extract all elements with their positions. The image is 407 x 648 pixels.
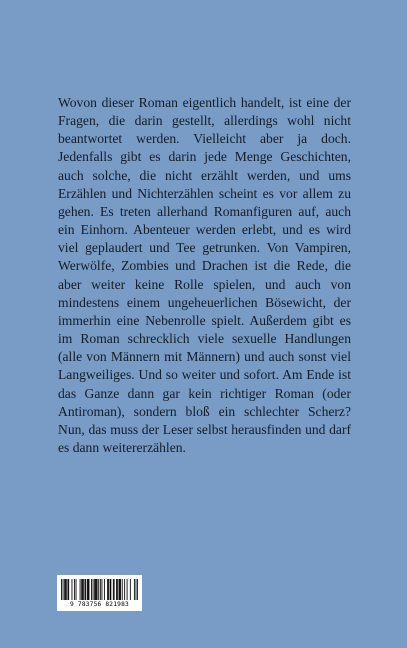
barcode-bar	[108, 579, 109, 600]
barcode-bar	[85, 579, 86, 600]
barcode-bar	[83, 579, 84, 600]
barcode-bar	[104, 579, 105, 600]
barcode-bar	[134, 579, 135, 600]
barcode-bar	[127, 579, 128, 600]
blurb-paragraph: Wovon dieser Roman eigentlich handelt, ist eine der Fragen, die darin gestellt, allerdings wohl nicht beantwortet werden. Vielleicht aber ja doch. Jedenfalls gibt es darin jede Menge Geschichten, auch solche, die nicht erzählt werden, und ums Erzählen und Nichterzählen scheint es vor allem zu gehen. Es treten allerhand Romanfiguren auf, auch ein Einhorn. Abenteuer werden erlebt, und es wird viel geplaudert und Tee getrunken. Von Vampiren, Werwölfe, Zombies und Drachen ist die Rede, die aber weiter keine Rolle spielen, und auch von mindestens einem ungeheuerlichen Bösewicht, der immerhin eine Nebenrolle spielt. Außerdem gibt es im Roman schrecklich viele sexuelle Handlungen (alle von Männern mit Männern) und auch sonst viel Langweiliges. Und so weiter und sofort. Am Ende ist das Ganze dann gar kein richtiger Roman (oder Antiroman), sondern bloß ein schlechter Scherz? Nun, das muss der Leser selbst herausfinden und darf es dann weitererzählen.	[58, 95, 351, 455]
barcode-bar	[130, 579, 131, 600]
barcode-bar	[93, 579, 94, 600]
barcode-bar	[116, 579, 117, 600]
barcode-bar	[61, 579, 62, 600]
barcode-bar	[85, 579, 86, 600]
barcode-bar	[74, 579, 75, 600]
barcode-bar	[107, 579, 108, 600]
barcode-bar	[76, 579, 77, 600]
isbn-digits: 9 783756 821983	[70, 601, 129, 608]
barcode-bar	[64, 579, 65, 600]
barcode-bar	[136, 579, 137, 600]
barcode-bar	[63, 579, 64, 600]
barcode-bar	[68, 579, 69, 600]
barcode-bar	[91, 579, 92, 600]
barcode-bar	[88, 579, 89, 600]
barcode-bar	[117, 579, 118, 600]
barcode-bar	[97, 579, 98, 600]
barcode-bar	[102, 579, 103, 600]
barcode-bar	[113, 579, 114, 600]
barcode-bar	[96, 579, 97, 600]
barcode-bar	[81, 579, 82, 600]
barcode-bar	[66, 579, 67, 600]
barcode-bar	[120, 579, 121, 600]
barcode-bar	[72, 579, 73, 600]
barcode-bar	[124, 579, 125, 600]
barcode-bar	[82, 579, 83, 600]
barcode-bar	[95, 579, 96, 600]
barcode-bar	[122, 579, 123, 600]
barcode-bars	[61, 579, 138, 600]
barcode-bar	[80, 579, 81, 600]
barcode-bar	[114, 579, 115, 600]
barcode-bar	[119, 579, 120, 600]
barcode-bar	[110, 579, 111, 600]
barcode-bar	[119, 579, 120, 600]
barcode-bar	[110, 579, 111, 600]
barcode-bar	[98, 579, 99, 600]
barcode-bar	[65, 579, 66, 600]
barcode-bar	[87, 579, 88, 600]
barcode-bar	[100, 579, 101, 600]
barcode-bar	[94, 579, 95, 600]
isbn-barcode	[57, 575, 142, 611]
blurb-text	[58, 94, 351, 457]
barcode-bar	[89, 579, 90, 600]
barcode-bar	[67, 579, 68, 600]
barcode-bar	[137, 579, 138, 600]
